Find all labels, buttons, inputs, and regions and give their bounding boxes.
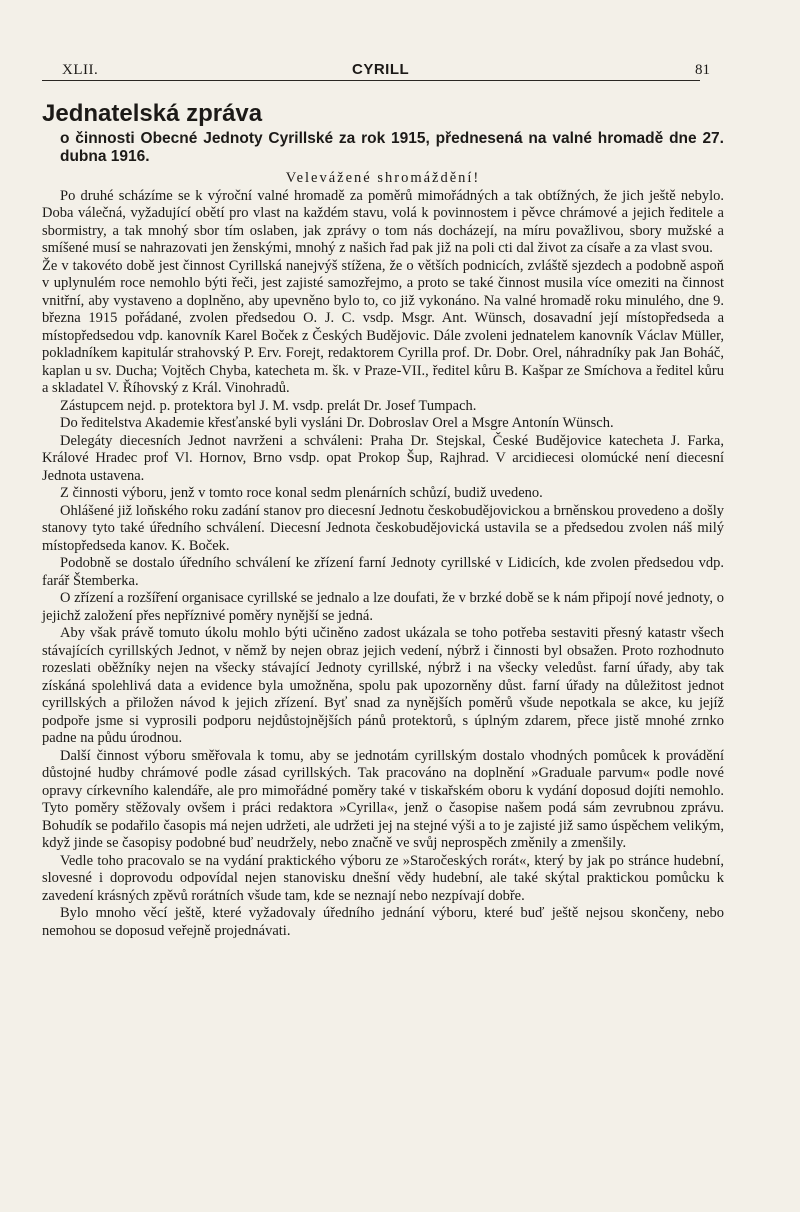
paragraph: Další činnost výboru směřovala k tomu, aby se jednotám cyrillským dostalo vhodných pomůcek k provádění důstojné hudby chrámové podle zásad cyrillských. Tak pracováno na doplnění »Graduale parvum« podle nové opravy církevního kalendáře, ale pro mimořádné poměry také v tiskařském oboru k vydání doposud dojíti nemohlo. Tyto poměry stěžovaly ovšem i práci redaktora »Cyrilla«, jenž o časopise našem podá sám zevrubnou zprávu. Bohudík se podařilo časopis má nejen udržeti, ale udržeti jej na stejné výši a to je zajisté již samo úspěchem velikým, když jinde se časopisy podobné buď neudržely, nebo značně ve svůj neprospěch změnily a zmenšily. [42, 747, 724, 851]
paragraph: Z činnosti výboru, jenž v tomto roce konal sedm plenárních schůzí, budiž uvedeno. [60, 485, 543, 501]
paragraph: Že v takovéto době jest činnost Cyrillská nanejvýš stížena, že o větších podnicích, zvláště sjezdech a podobně aspoň v uplynulém roce nemohlo býti řeči, jest zajisté samozřejmo, a proto se také činnost musila více omeziti na činnost vnitřní, aby vystaveno a doplněno, aby upevněno bylo to, co již vykonáno. Na valné hromadě roku minulého, dne 9. března 1915 pořádané, zvolen předsedou O. J. C. vsdp. Msgr. Ant. Wünsch, dosavadní její místopředseda a místopředsedou vdp. kanovník Karel Boček z Českých Budějovic. Dále zvoleni jednatelem kanovník Václav Müller, pokladníkem kapitulár strahovský P. Erv. Forejt, redaktorem Cyrilla prof. Dr. Dobr. Orel, náhradníky pak Jan Boháč, kaplan u sv. Ducha; Vojtěch Chyba, katecheta m. šk. v Praze-VII., ředitel kůru B. Kašpar ze Smíchova a ředitel kůru a skladatel V. Říhovský z Král. Vinohradů. [42, 257, 724, 396]
running-header [42, 60, 710, 81]
paragraph: Zástupcem nejd. p. protektora byl J. M. vsdp. prelát Dr. Josef Tumpach. [60, 397, 477, 414]
salutation: Velevážené shromáždění! [285, 170, 481, 186]
journal-name: CYRILL [352, 61, 410, 78]
article-body [42, 100, 724, 940]
paragraph: Bylo mnoho věcí ještě, které vyžadovaly úředního jednání výboru, které buď ještě nejsou skončeny, nebo nemohou se doposud veřejně projednávati. [42, 905, 724, 939]
paragraph: Delegáty diecesních Jednot navrženi a schváleni: Praha Dr. Stejskal, České Budějovice katecheta J. Farka, Králové Hradec prof Vl. Hornov, Brno vsdp. opat Prokop Šup, Rajhrad. V arcidiecesi olomúcké není diecesní Jednota ustavena. [42, 432, 724, 484]
article-subtitle: o činnosti Obecné Jednoty Cyrillské za rok 1915, přednesená na valné hromadě dne 27. dubna 1916. [60, 130, 724, 165]
paragraph: Ohlášené již loňského roku zadání stanov pro diecesní Jednotu českobudějovickou a brněnskou provedeno a došly stanovy tyto také úředního schválení. Diecesní Jednota českobudějovická ustavila se a předsedou zvolen náš milý místopředseda kanov. K. Boček. [42, 502, 724, 554]
paragraph: Po druhé scházíme se k výroční valné hromadě za poměrů mimořádných a tak obtížných, že jich ještě nebylo. Doba válečná, vyžadující obětí pro vlast na každém stavu, volá k povinnostem i pěvce chrámové a jejich ředitele a sbormistry, a tak mnohý sbor tím oslaben, jak zprávy o tom nás docházejí, na míru považlivou, sbory mužské a smíšené musí se nahrazovati jen ženskými, mnohý z našich řad pak již na poli cti dal život za císaře a za vlast svou. [42, 187, 724, 256]
paragraph: Podobně se dostalo úředního schválení ke zřízení farní Jednoty cyrillské v Lidicích, kde zvolen předsedou vdp. farář Štemberka. [42, 555, 724, 589]
page-number: 81 [695, 62, 710, 78]
paragraph: Vedle toho pracovalo se na vydání praktického výboru ze »Staročeských rorát«, který by jak po stránce hudební, slovesné i doprovodu odpovídal nejen stanovisku dnešní vědy hudební, ale také skýtal praktickou pomůcku k zavedení krásných zpěvů rorátních všude tam, kde se neznají nebo nezpívají dobře. [42, 852, 724, 904]
paragraph: Aby však právě tomuto úkolu mohlo býti učiněno zadost ukázala se toho potřeba sestaviti přesný katastr všech stávajících cyrillských Jednot, v němž by nejen obraz jejich vedení, nýbrž i činnosti byl obsažen. Proto rozhodnuto rozeslati oběžníky nejen na všecky stávající Jednoty cyrillské, nýbrž i na všecky veledůst. farní úřady, aby tak získáná spolehlivá data a evidence byla umožněna, spolu pak upozorněny důst. farní úřady na důležitost jednot cyrillských a přiložen návod k jejich zřízení. Byť snad za nynějších poměrů všude nepotkala se akce, ku jejíž podpoře jsme si vyprosili podporu nejdůstojnějších pánů protektorů, s úplným zdarem, přece jistě mnohé zrnko padne na půdu úrodnou. [42, 625, 724, 746]
paragraph: Do ředitelstva Akademie křesťanské byli vysláni Dr. Dobroslav Orel a Msgre Antonín Wünsch. [60, 415, 614, 431]
volume-number: XLII. [62, 62, 99, 78]
paragraph: O zřízení a rozšíření organisace cyrillské se jednalo a lze doufati, že v brzké době se k nám připojí nové jednoty, o jejichž založení přes nepříznivé poměry nynější se jedná. [42, 590, 724, 624]
article-title: Jednatelská zpráva [42, 100, 263, 127]
